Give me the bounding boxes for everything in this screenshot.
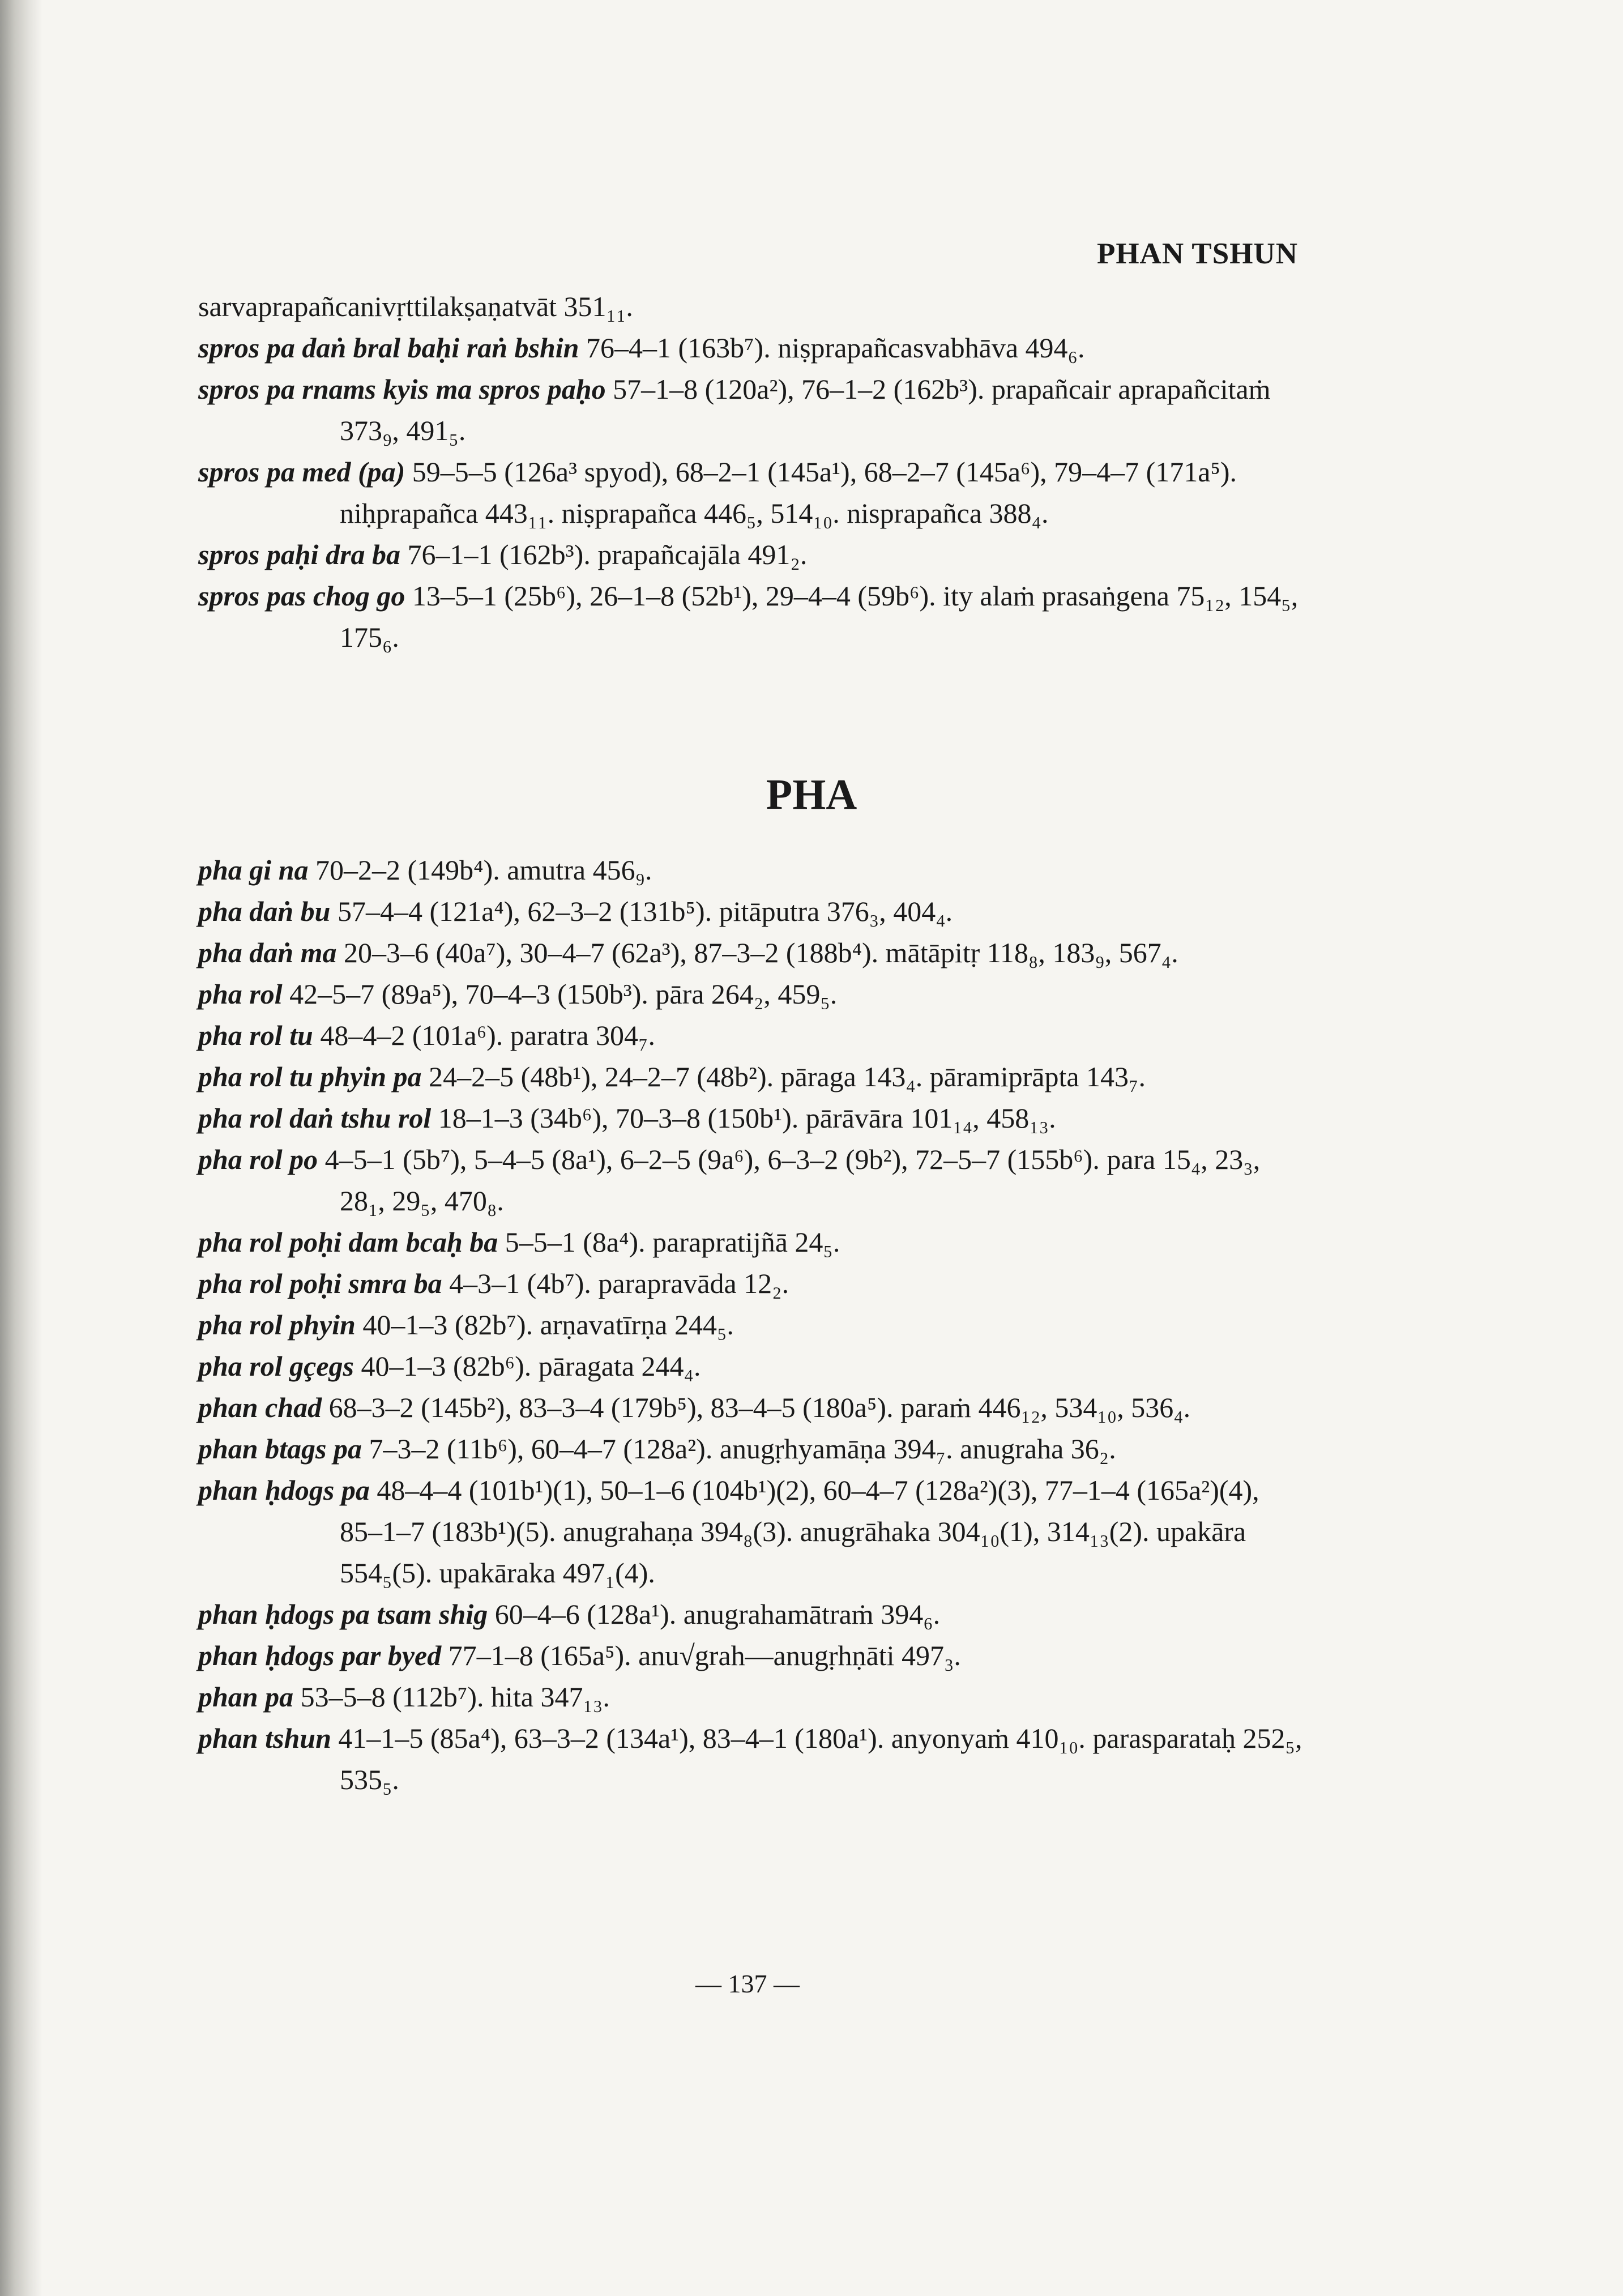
section-heading: PHA: [766, 771, 857, 818]
entry-headword: pha rol poḥi smra ba: [198, 1268, 442, 1299]
dictionary-entry: [198, 1015, 1302, 1056]
entry-headword: phan pa: [198, 1681, 294, 1713]
entry-body: 48–4–2 (101a⁶). paratra 304₇.: [320, 1019, 655, 1051]
entry-headword: phan btags pa: [198, 1433, 362, 1465]
entry-headword: pha rol: [198, 978, 283, 1010]
entry-headword: pha gi na: [198, 854, 309, 886]
continued-entries-block: [198, 286, 1302, 658]
entry-body: 5–5–1 (8a⁴). parapratijñā 24₅.: [505, 1226, 840, 1258]
dictionary-entry: [198, 369, 1302, 451]
dictionary-entry: [198, 534, 1302, 575]
dictionary-entry: [198, 1222, 1302, 1263]
entry-headword: spros pas chog go: [198, 580, 405, 612]
entry-body: 48–4–4 (101b¹)(1), 50–1–6 (104b¹)(2), 60–4–7 (128a²)(3), 77–1–4 (165a²)(4), 85–1–7 (183b¹)(5). anugrahaṇa 394₈(3). anugrāhaka 304₁₀(1), 314₁₃(2). upakāra 554₅(5). upakāraka 497₁(4).: [340, 1474, 1259, 1589]
entry-body: 42–5–7 (89a⁵), 70–4–3 (150b³). pāra 264₂, 459₅.: [289, 978, 838, 1010]
entry-headword: phan chad: [198, 1392, 322, 1423]
entry-headword: pha rol tu: [198, 1019, 313, 1051]
entry-headword: phan ḥdogs par byed: [198, 1640, 442, 1671]
dictionary-entry: [198, 1594, 1302, 1635]
entry-body: 76–4–1 (163b⁷). niṣprapañcasvabhāva 494₆.: [586, 332, 1085, 364]
dictionary-entry: [198, 974, 1302, 1015]
entry-headword: pha rol gçegs: [198, 1350, 354, 1382]
entry-body: 68–3–2 (145b²), 83–3–4 (179b⁵), 83–4–5 (180a⁵). paraṁ 446₁₂, 534₁₀, 536₄.: [328, 1392, 1191, 1423]
entry-body: 7–3–2 (11b⁶), 60–4–7 (128a²). anugṛhyamāṇa 394₇. anugraha 36₂.: [369, 1433, 1116, 1465]
dictionary-entry: [198, 891, 1302, 932]
entry-headword: spros paḥi dra ba: [198, 539, 401, 570]
entry-headword: pha rol tu phyin pa: [198, 1061, 422, 1092]
dictionary-entry: [198, 1718, 1302, 1800]
entry-body: 60–4–6 (128a¹). anugrahamātraṁ 394₆.: [494, 1598, 941, 1630]
entry-body: 53–5–8 (112b⁷). hita 347₁₃.: [300, 1681, 610, 1713]
dictionary-entry: [198, 286, 1302, 327]
dictionary-entry: [198, 1676, 1302, 1718]
entry-headword: spros pa med (pa): [198, 456, 405, 488]
dictionary-entry: [198, 1304, 1302, 1346]
entry-body: 70–2–2 (149b⁴). amutra 456₉.: [315, 854, 652, 886]
dictionary-entry: [198, 1635, 1302, 1676]
entry-headword: phan ḥdogs pa: [198, 1474, 370, 1506]
entry-headword: spros pa daṅ bral baḥi raṅ bshin: [198, 332, 579, 364]
entry-body: 4–5–1 (5b⁷), 5–4–5 (8a¹), 6–2–5 (9a⁶), 6–3–2 (9b²), 72–5–7 (155b⁶). para 15₄, 23₃, 28₁, 29₅, 470₈.: [324, 1143, 1261, 1217]
dictionary-entry: [198, 932, 1302, 974]
dictionary-entry: [198, 1387, 1302, 1428]
entry-body: 57–4–4 (121a⁴), 62–3–2 (131b⁵). pitāputra 376₃, 404₄.: [337, 895, 953, 927]
entry-body: 76–1–1 (162b³). prapañcajāla 491₂.: [407, 539, 808, 570]
entry-headword: phan ḥdogs pa tsam shig: [198, 1598, 488, 1630]
dictionary-entry: [198, 1470, 1302, 1594]
scanned-page-binding-edge: [0, 0, 42, 2296]
entry-headword: pha daṅ ma: [198, 937, 337, 968]
entry-body: 41–1–5 (85a⁴), 63–3–2 (134a¹), 83–4–1 (180a¹). anyonyaṁ 410₁₀. parasparataḥ 252₅, 535₅.: [338, 1722, 1302, 1795]
entry-headword: pha rol daṅ tshu rol: [198, 1102, 432, 1134]
entry-headword: pha rol poḥi dam bcaḥ ba: [198, 1226, 498, 1258]
entry-body: 18–1–3 (34b⁶), 70–3–8 (150b¹). pārāvāra 101₁₄, 458₁₃.: [438, 1102, 1056, 1134]
entry-headword: spros pa rnams kyis ma spros paḥo: [198, 373, 606, 405]
pha-entries-block: [198, 850, 1302, 1800]
entry-body: 57–1–8 (120a²), 76–1–2 (162b³). prapañcair aprapañcitaṁ 373₉, 491₅.: [340, 373, 1271, 446]
entry-body: 77–1–8 (165a⁵). anu√grah—anugṛhṇāti 497₃.: [448, 1640, 961, 1671]
dictionary-entry: [198, 1098, 1302, 1139]
page-number: — 137 —: [695, 1969, 800, 1998]
entry-headword: pha daṅ bu: [198, 895, 331, 927]
dictionary-entry: [198, 1346, 1302, 1387]
dictionary-entry: [198, 850, 1302, 891]
dictionary-entry: [198, 451, 1302, 534]
entry-body: 40–1–3 (82b⁷). arṇavatīrṇa 244₅.: [362, 1309, 734, 1341]
entry-body: 13–5–1 (25b⁶), 26–1–8 (52b¹), 29–4–4 (59b⁶). ity alaṁ prasaṅgena 75₁₂, 154₅, 175₆.: [340, 580, 1299, 653]
entry-body: 40–1–3 (82b⁶). pāragata 244₄.: [361, 1350, 701, 1382]
entry-body: 4–3–1 (4b⁷). parapravāda 12₂.: [449, 1268, 789, 1299]
dictionary-entry: [198, 1056, 1302, 1098]
entry-headword: pha rol po: [198, 1143, 318, 1175]
entry-body: 20–3–6 (40a⁷), 30–4–7 (62a³), 87–3–2 (188b⁴). mātāpitṛ 118₈, 183₉, 567₄.: [344, 937, 1178, 968]
entry-headword: phan tshun: [198, 1722, 331, 1754]
entry-body: sarvaprapañcanivṛttilakṣaṇatvāt 351₁₁.: [198, 291, 633, 322]
dictionary-entry: [198, 327, 1302, 369]
dictionary-entry: [198, 1139, 1302, 1222]
entry-headword: pha rol phyin: [198, 1309, 356, 1341]
dictionary-entry: [198, 1428, 1302, 1470]
dictionary-entry: [198, 1263, 1302, 1304]
entry-body: 24–2–5 (48b¹), 24–2–7 (48b²). pāraga 143₄. pāramiprāpta 143₇.: [429, 1061, 1146, 1092]
dictionary-entry: [198, 575, 1302, 658]
running-head: PHAN TSHUN: [1096, 237, 1298, 270]
entry-body: 59–5–5 (126a³ spyod), 68–2–1 (145a¹), 68–2–7 (145a⁶), 79–4–7 (171a⁵). niḥprapañca 443₁₁. niṣprapañca 446₅, 514₁₀. nisprapañca 388₄.: [340, 456, 1237, 529]
